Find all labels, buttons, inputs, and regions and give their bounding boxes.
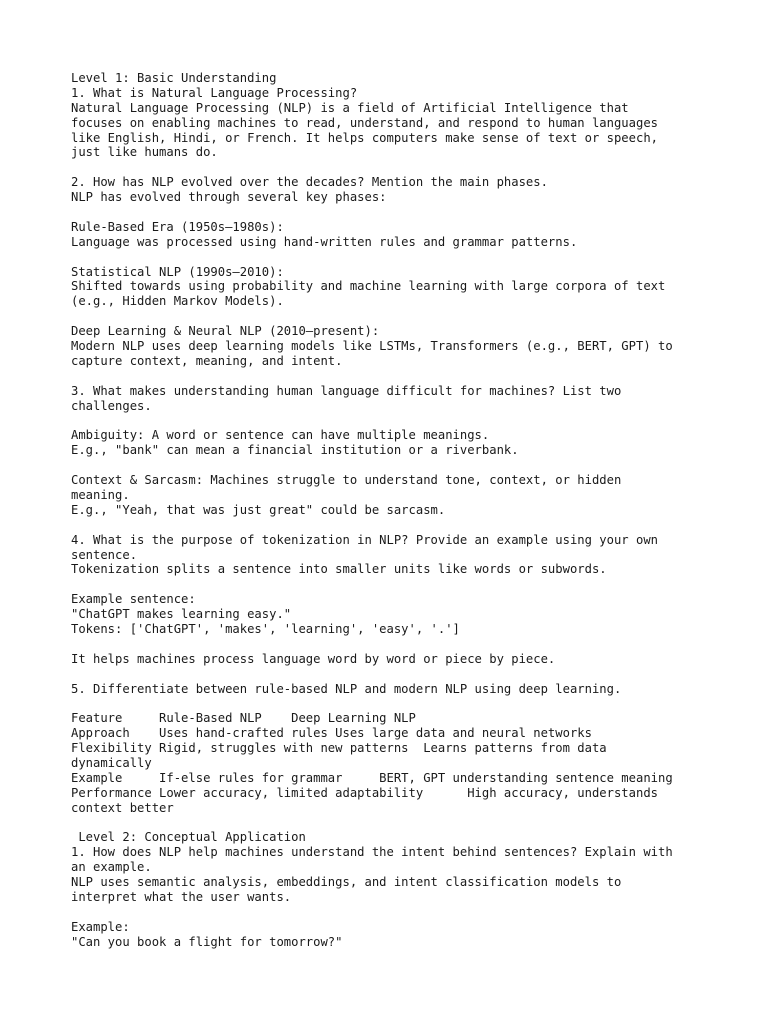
blank-line (71, 369, 731, 384)
document-page (71, 71, 731, 950)
blank-line (71, 518, 731, 533)
text-line: Deep Learning & Neural NLP (2010–present): (71, 324, 380, 339)
text-line: Approach Uses hand-crafted rules Uses large data and neural networks (71, 726, 592, 741)
blank-line (71, 413, 731, 428)
blank-line (71, 160, 731, 175)
text-line: NLP uses semantic analysis, embeddings, and intent classification models to (71, 875, 622, 890)
blank-line (71, 667, 731, 682)
text-line: "ChatGPT makes learning easy." (71, 607, 292, 622)
text-line: capture context, meaning, and intent. (71, 353, 343, 368)
text-line: Example: (71, 919, 130, 934)
text-line: challenges. (71, 398, 152, 413)
text-line: Example sentence: (71, 592, 196, 607)
text-line: just like humans do. (71, 145, 218, 160)
text-line: Statistical NLP (1990s–2010): (71, 264, 284, 279)
text-line: Tokenization splits a sentence into smaller units like words or subwords. (71, 562, 607, 577)
text-line: 4. What is the purpose of tokenization in NLP? Provide an example using your own (71, 532, 658, 547)
text-line: 3. What makes understanding human language difficult for machines? List two (71, 383, 622, 398)
text-line: an example. (71, 860, 152, 875)
text-line: Modern NLP uses deep learning models like LSTMs, Transformers (e.g., BERT, GPT) to (71, 339, 673, 354)
blank-line (71, 637, 731, 652)
text-line: Level 1: Basic Understanding (71, 71, 277, 85)
text-line: Shifted towards using probability and machine learning with large corpora of text (71, 279, 666, 294)
text-line: 5. Differentiate between rule-based NLP and modern NLP using deep learning. (71, 681, 622, 696)
text-line: E.g., "bank" can mean a financial institution or a riverbank. (71, 443, 519, 458)
text-line: interpret what the user wants. (71, 889, 292, 904)
blank-line (71, 205, 731, 220)
text-line: 2. How has NLP evolved over the decades? Mention the main phases. (71, 175, 548, 190)
text-line: like English, Hindi, or French. It helps computers make sense of text or speech, (71, 130, 658, 145)
text-line: Ambiguity: A word or sentence can have multiple meanings. (71, 428, 490, 443)
text-line: Tokens: ['ChatGPT', 'makes', 'learning', 'easy', '.'] (71, 621, 460, 636)
text-line: Performance Lower accuracy, limited adaptability High accuracy, understands (71, 785, 658, 800)
text-line: meaning. (71, 487, 130, 502)
text-line: sentence. (71, 547, 138, 562)
blank-line (71, 250, 731, 265)
text-line: Natural Language Processing (NLP) is a field of Artificial Intelligence that (71, 100, 629, 115)
text-line: dynamically (71, 755, 152, 770)
text-line: Language was processed using hand-written rules and grammar patterns. (71, 234, 578, 249)
text-line: Example If-else rules for grammar BERT, GPT understanding sentence meaning (71, 770, 673, 785)
text-line: Rule-Based Era (1950s–1980s): (71, 219, 284, 234)
blank-line (71, 905, 731, 920)
text-line: Feature Rule-Based NLP Deep Learning NLP (71, 711, 416, 726)
blank-line (71, 577, 731, 592)
blank-line (71, 458, 731, 473)
text-line: (e.g., Hidden Markov Models). (71, 294, 284, 309)
text-line: It helps machines process language word by word or piece by piece. (71, 651, 556, 666)
text-line: Level 2: Conceptual Application (71, 830, 306, 845)
blank-line (71, 696, 731, 711)
text-line: 1. What is Natural Language Processing? (71, 85, 358, 100)
text-line: focuses on enabling machines to read, understand, and respond to human languages (71, 115, 658, 130)
text-line: NLP has evolved through several key phases: (71, 190, 387, 205)
text-line: E.g., "Yeah, that was just great" could be sarcasm. (71, 502, 446, 517)
text-line: Flexibility Rigid, struggles with new patterns Learns patterns from data (71, 741, 607, 756)
blank-line (71, 309, 731, 324)
text-line: context better (71, 800, 174, 815)
text-line: "Can you book a flight for tomorrow?" (71, 934, 343, 949)
text-line: 1. How does NLP help machines understand the intent behind sentences? Explain with (71, 845, 673, 860)
blank-line (71, 816, 731, 831)
text-line: Context & Sarcasm: Machines struggle to understand tone, context, or hidden (71, 473, 622, 488)
